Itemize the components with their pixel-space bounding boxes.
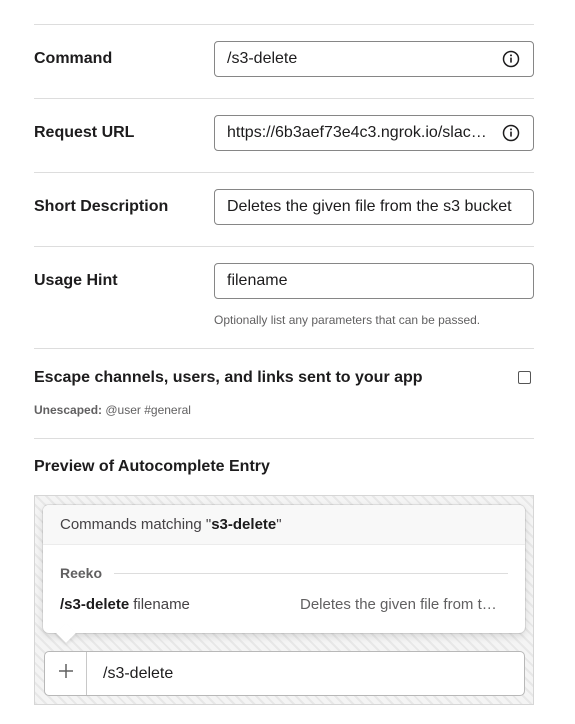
preview-title: Preview of Autocomplete Entry [34,458,270,475]
usage-hint-label: Usage Hint [34,272,118,289]
divider [114,573,508,574]
command-description: Deletes the given file from t… [300,596,497,613]
composer-text: /s3-delete [103,664,174,682]
request-url-input[interactable] [214,115,534,151]
short-description-value: Deletes the given file from the s3 bucket [227,198,512,215]
info-icon[interactable] [501,49,521,69]
usage-hint-value: filename [227,272,288,289]
message-composer[interactable] [44,651,525,696]
command-name: /s3-delete [60,596,130,613]
usage-hint-input[interactable] [214,263,534,299]
plus-icon [58,663,74,684]
unescaped-value: @user #general [105,403,191,417]
escape-label: Escape channels, users, and links sent to your app [34,369,423,386]
command-label: Command [34,50,113,67]
info-icon[interactable] [501,123,521,143]
request-url-label: Request URL [34,124,135,141]
app-name: Reeko [60,565,103,581]
command-input[interactable] [214,41,534,77]
divider [34,172,534,173]
unescaped-example [34,403,191,417]
divider [34,438,534,439]
short-description-label: Short Description [34,198,169,215]
unescaped-prefix: Unescaped: [34,403,103,417]
command-hint: filename [133,596,190,613]
autocomplete-popup [43,505,525,633]
header-prefix: Commands matching " [60,516,212,533]
divider [34,24,534,25]
header-suffix: " [276,516,282,533]
escape-checkbox[interactable] [518,371,531,384]
add-button[interactable] [45,652,87,695]
autocomplete-preview [34,495,534,705]
usage-hint-help: Optionally list any parameters that can be passed. [214,313,481,327]
divider [34,348,534,349]
divider [34,98,534,99]
popup-header [43,505,525,545]
header-query: s3-delete [211,516,277,533]
app-group-row [60,565,508,581]
command-value: /s3-delete [227,50,298,67]
request-url-value: https://6b3aef73e4c3.ngrok.io/slac… [227,124,487,141]
divider [34,246,534,247]
short-description-input[interactable] [214,189,534,225]
command-suggestion[interactable] [60,596,508,613]
